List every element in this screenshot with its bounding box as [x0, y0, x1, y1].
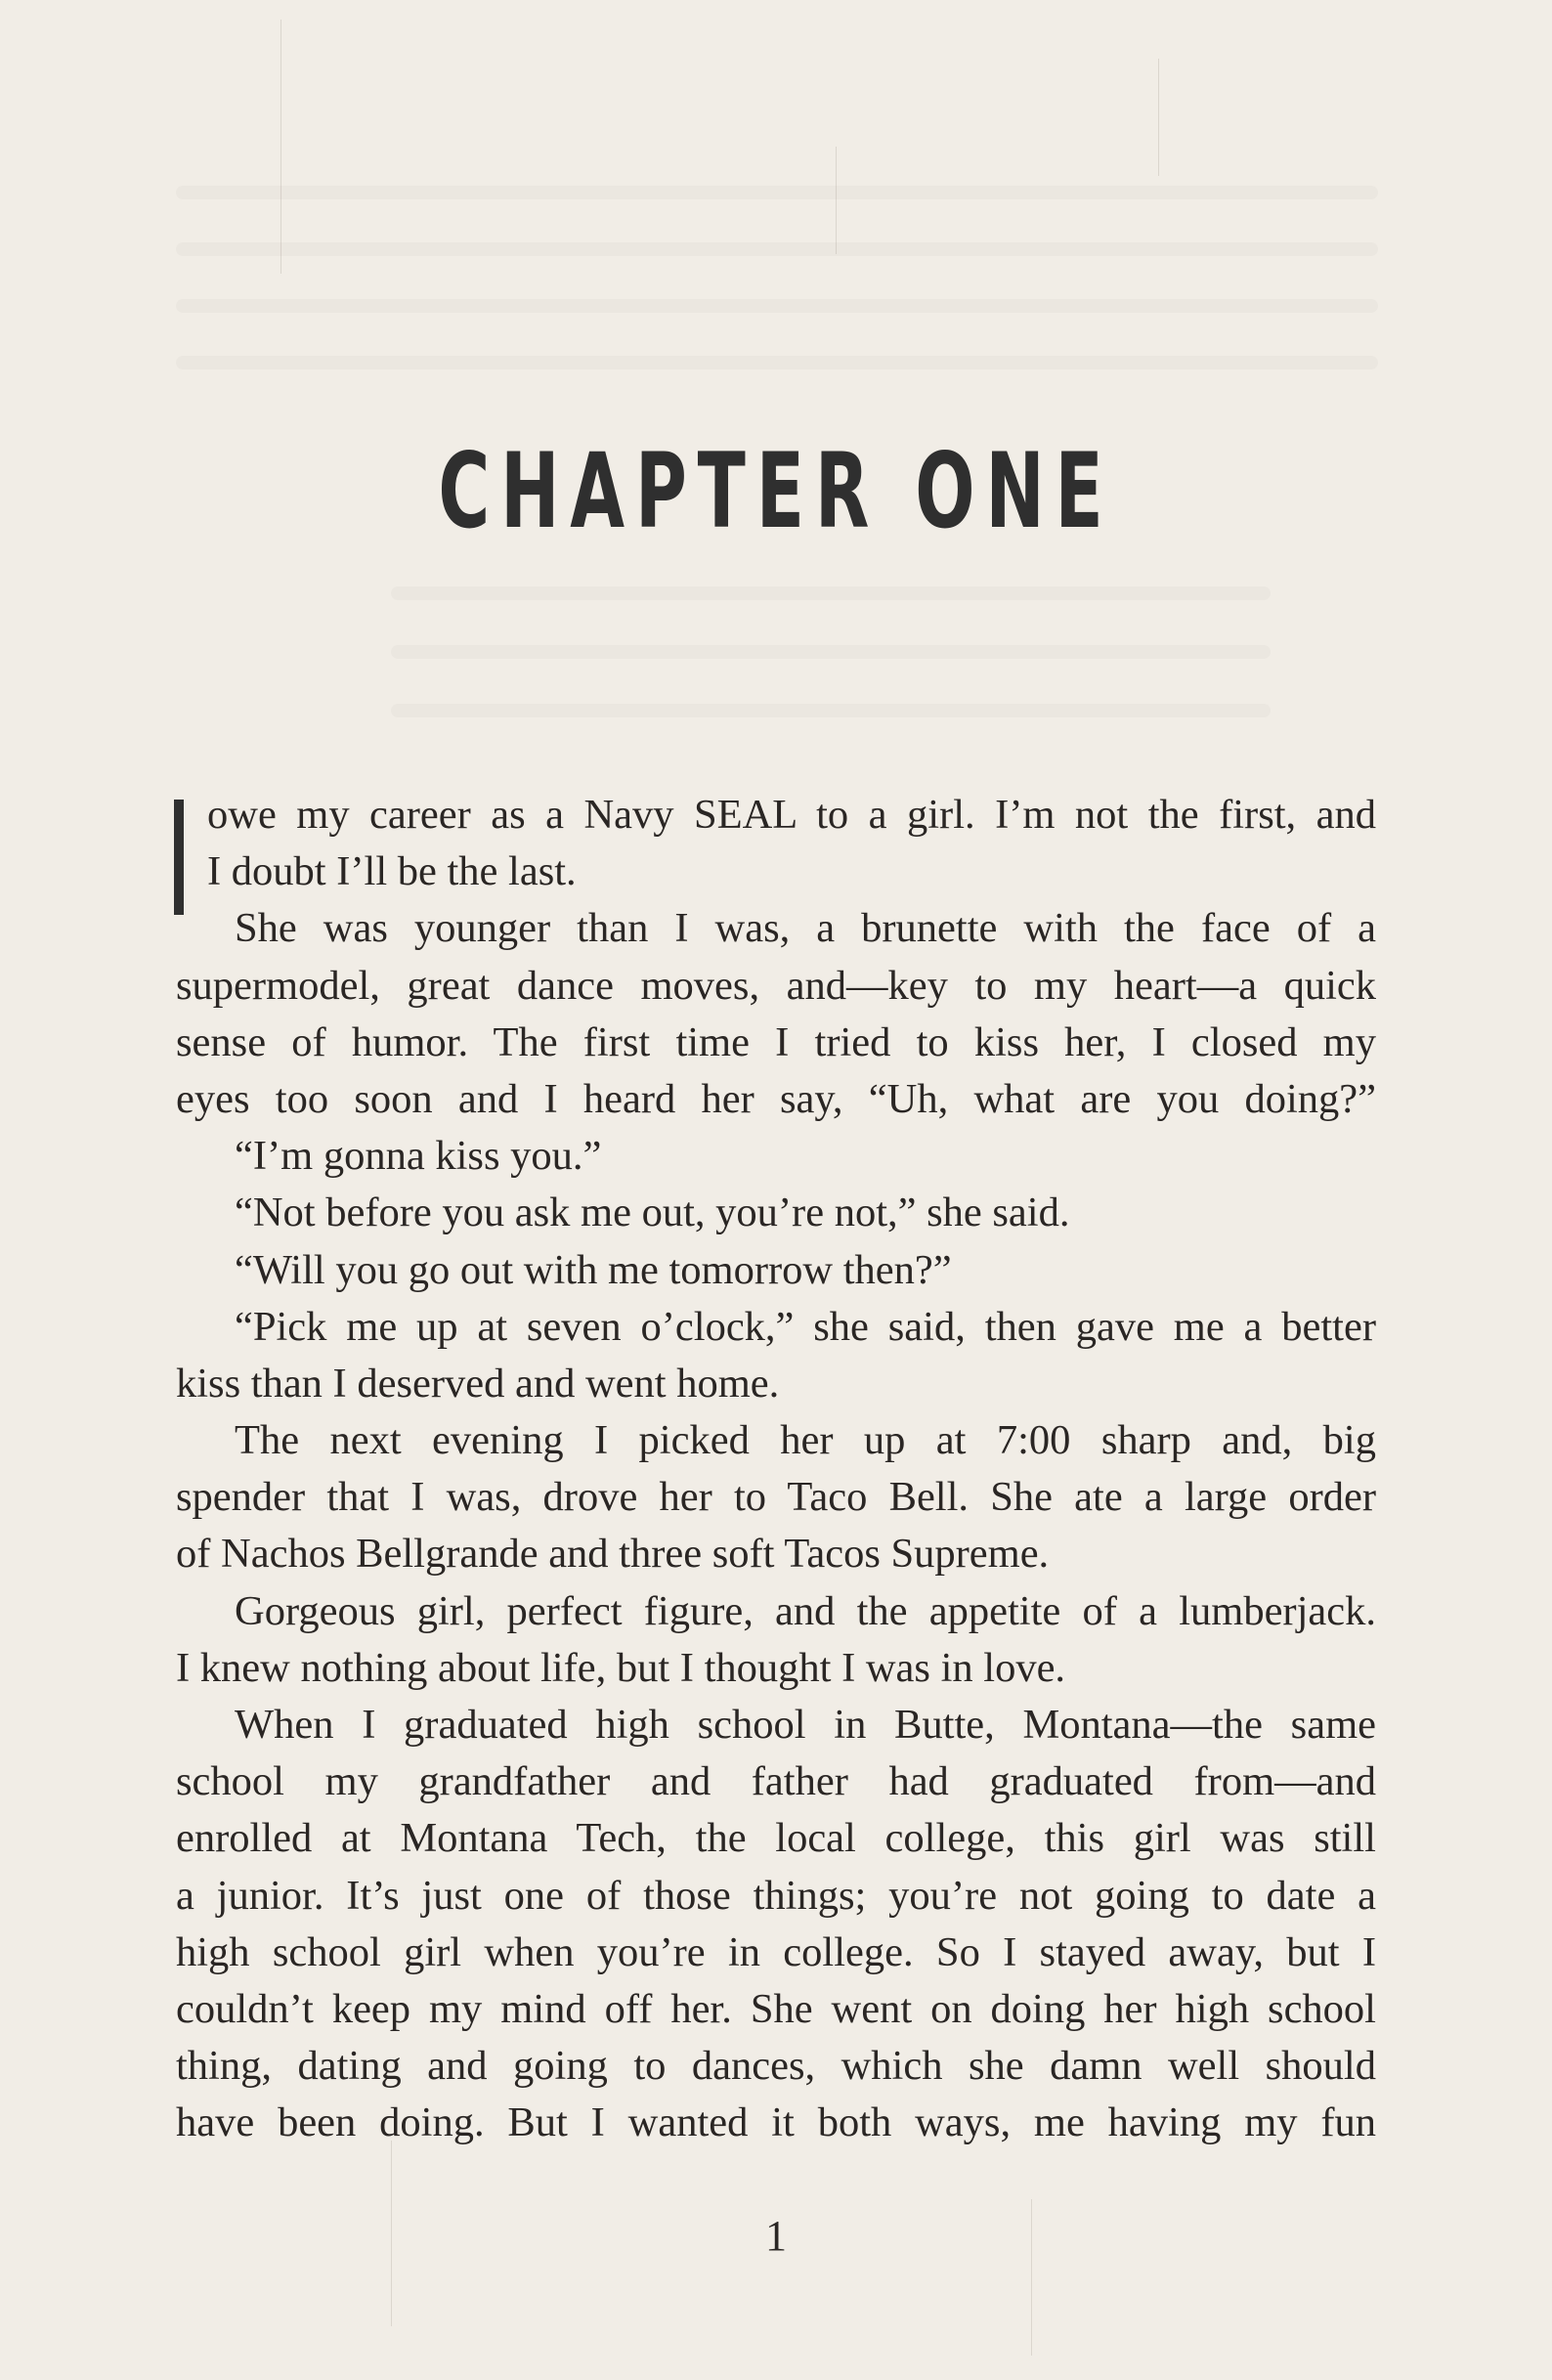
text-line: eyes too soon and I heard her say, “Uh, what are you doing?”	[176, 1075, 1376, 1122]
text-line: I doubt I’ll be the last.	[207, 848, 577, 895]
scan-artifact-line	[836, 147, 837, 254]
text-line: “Not before you ask me out, you’re not,” she said.	[235, 1190, 1070, 1236]
text-line: “Pick me up at seven o’clock,” she said, then gave me a better	[235, 1303, 1376, 1350]
text-line: thing, dating and going to dances, which she damn well should	[176, 2043, 1376, 2090]
text-line: sense of humor. The first time I tried to kiss her, I closed my	[176, 1018, 1376, 1065]
text-line: have been doing. But I wanted it both ways, me having my fun	[176, 2099, 1376, 2146]
text-line: Gorgeous girl, perfect figure, and the appetite of a lumberjack.	[235, 1587, 1376, 1634]
show-through-text	[176, 356, 1378, 369]
text-line: of Nachos Bellgrande and three soft Tacos Supreme.	[176, 1531, 1050, 1578]
scan-artifact-line	[280, 20, 281, 274]
text-line: When I graduated high school in Butte, Montana—the same	[235, 1702, 1376, 1748]
text-line: supermodel, great dance moves, and—key to my heart—a quick	[176, 962, 1376, 1009]
show-through-text	[176, 299, 1378, 313]
text-line: “Will you go out with me tomorrow then?”	[235, 1246, 952, 1293]
show-through-text	[176, 186, 1378, 199]
text-line: couldn’t keep my mind off her. She went on doing her high school	[176, 1985, 1376, 2032]
text-line: The next evening I picked her up at 7:00 sharp and, big	[235, 1417, 1376, 1464]
text-line: school my grandfather and father had graduated from—and	[176, 1758, 1376, 1805]
text-line: a junior. It’s just one of those things; you’re not going to date a	[176, 1872, 1376, 1919]
show-through-text	[391, 704, 1271, 717]
scan-artifact-line	[1158, 59, 1159, 176]
text-line: She was younger than I was, a brunette with the face of a	[235, 905, 1376, 952]
text-line: “I’m gonna kiss you.”	[235, 1133, 602, 1180]
text-line: enrolled at Montana Tech, the local college, this girl was still	[176, 1815, 1376, 1862]
text-line: I knew nothing about life, but I thought I was in love.	[176, 1644, 1066, 1691]
chapter-body-text	[176, 787, 1376, 2152]
show-through-text	[391, 586, 1271, 600]
chapter-title: CHAPTER ONE	[438, 431, 1114, 551]
show-through-text	[391, 645, 1271, 659]
page-number: 1	[765, 2212, 787, 2260]
show-through-text	[176, 242, 1378, 256]
text-line: kiss than I deserved and went home.	[176, 1360, 780, 1406]
text-line: spender that I was, drove her to Taco Bell. She ate a large order	[176, 1474, 1376, 1521]
text-line: owe my career as a Navy SEAL to a girl. I’m not the first, and	[207, 792, 1376, 838]
text-line: high school girl when you’re in college. So I stayed away, but I	[176, 1928, 1376, 1975]
